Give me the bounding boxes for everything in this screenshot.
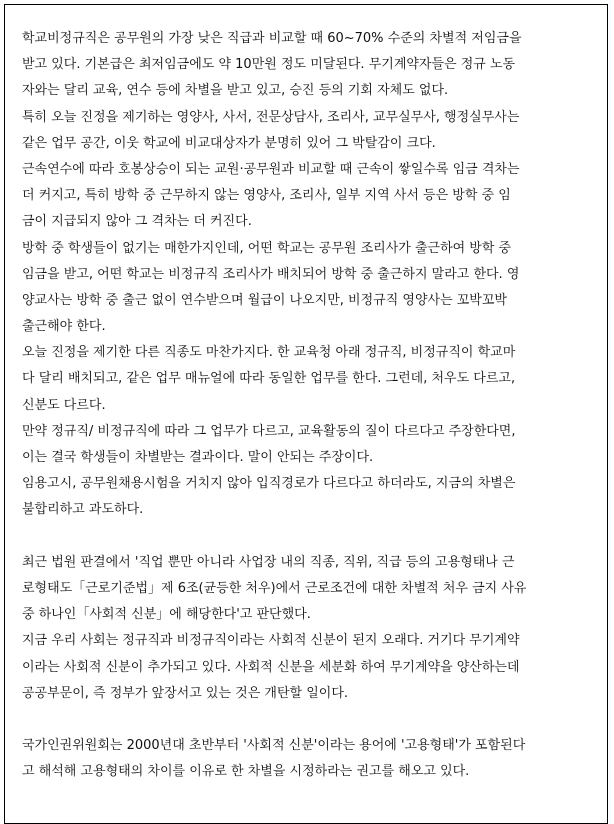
text-line: 오늘 진정을 제기한 다른 직종도 마찬가지다. 한 교육청 아래 정규직, 비정규직이 학교마 <box>22 345 516 361</box>
text-line: 중 하나인「사회적 신분」에 해당한다'고 판단했다. <box>22 607 311 623</box>
text-line: 같은 업무 공간, 이웃 학교에 비교대상자가 분명히 있어 그 박탈감이 크다. <box>22 135 436 151</box>
text-line: 받고 있다. 기본급은 최저임금에도 약 10만원 정도 미달된다. 무기계약자들은 정규 노동 <box>22 57 516 73</box>
text-line: 불합리하고 과도하다. <box>22 502 144 518</box>
blank-line <box>22 524 607 550</box>
text-line: 국가인권위원회는 2000년대 초반부터 '사회적 신분'이라는 용어에 '고용형태'가 포함된다 <box>22 738 526 754</box>
blank-line <box>22 707 607 733</box>
text-line: 자와는 달리 교육, 연수 등에 차별을 받고 있고, 승진 등의 기회 자체도 없다. <box>22 83 449 99</box>
text-line: 이는 결국 학생들이 차별받는 결과이다. 말이 안되는 주장이다. <box>22 450 374 465</box>
text-line: 임용고시, 공무원채용시험을 거치지 않아 입직경로가 다르다고 하더라도, 지금의 차별은 <box>22 476 516 492</box>
text-line: 지금 우리 사회는 정규직과 비정규직이라는 사회적 신분이 된지 오래다. 거기다 무기계약 <box>22 633 520 649</box>
text-line: 학교비정규직은 공무원의 가장 낮은 직급과 비교할 때 60~70% 수준의 차별적 저임금을 <box>22 31 522 46</box>
text-line: 다 달리 배치되고, 같은 업무 매뉴얼에 따라 동일한 업무를 한다. 그런데, 처우도 다르고, <box>22 371 516 387</box>
text-line: 출근해야 한다. <box>22 319 106 335</box>
text-line: 양교사는 방학 중 출근 없이 연수받으며 월급이 나오지만, 비정규직 영양사는 꼬박꼬박 <box>22 292 507 308</box>
text-line: 로형태도「근로기준법」제 6조(균등한 처우)에서 근로조건에 대한 차별적 처우 금지 사유 <box>22 580 527 596</box>
text-line: 근속연수에 따라 호봉상승이 되는 교원·공무원과 비교할 때 근속이 쌓일수록 임금 격차는 <box>22 161 520 177</box>
text-line: 신분도 다르다. <box>22 397 106 413</box>
text-line: 이라는 사회적 신분이 추가되고 있다. 사회적 신분을 세분화 하여 무기계약을 양산하는데 <box>22 659 520 675</box>
text-line: 금이 지급되지 않아 그 격차는 더 커진다. <box>22 214 252 230</box>
document-body <box>22 26 607 785</box>
text-line: 방학 중 학생들이 없기는 매한가지인데, 어떤 학교는 공무원 조리사가 출근하여 방학 중 <box>22 240 512 256</box>
text-line: 만약 정규직/ 비정규직에 따라 그 업무가 다르고, 교육활동의 질이 다르다고 주장한다면, <box>22 423 516 439</box>
text-line: 특히 오늘 진정을 제기하는 영양사, 사서, 전문상담사, 조리사, 교무실무사, 행정실무사는 <box>22 109 520 125</box>
text-line: 임금을 받고, 어떤 학교는 비정규직 조리사가 배치되어 방학 중 출근하지 말라고 한다. 영 <box>22 266 520 282</box>
text-line: 공공부문이, 즉 정부가 앞장서고 있는 것은 개탄할 일이다. <box>22 685 349 701</box>
text-line: 고 해석해 고용형태의 차이를 이유로 한 차별을 시정하라는 권고를 해오고 있다. <box>22 764 470 780</box>
text-line: 최근 법원 판결에서 '직업 뿐만 아니라 사업장 내의 직종, 직위, 직급 등의 고용형태나 근 <box>22 554 515 570</box>
text-line: 더 커지고, 특히 방학 중 근무하지 않는 영양사, 조리사, 일부 지역 사서 등은 방학 중 임 <box>22 188 511 204</box>
